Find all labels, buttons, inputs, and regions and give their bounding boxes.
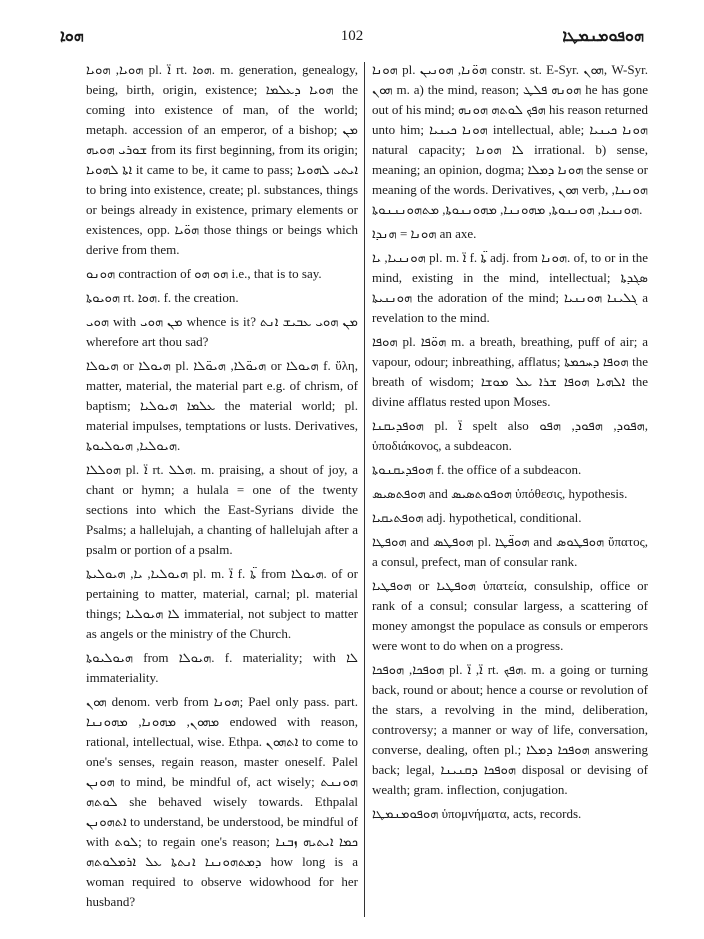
entry-hawyutha: ܗܘܝܘܬܐ rt. ܗܘܐ. f. the creation. (86, 290, 239, 305)
entry-hypothesis: ܗܘܦܬܣܝܣ and ܗܘܦܘܬܣܝܣ ὑπόθεσις, hypothesis. (372, 486, 628, 501)
page-number: 102 (340, 28, 364, 44)
entry-hupaka: ܗܘܦܟܐ, ܗܘܦܟܐ pl. ܐ̈, ܐ̈ rt. ܗܦܟ. m. a going or turning back, round or about; hence a course or revolution of the stars, a revolving in the mind, deliberation, controversy; a manner or way of life, conversation, converse, dealing, often pl.; ܗܘܦܟܐ ܕܡܠܐ answering back; legal, ܗܘܦܟܐ ܕܩܢܝܢܐ disposal or devising of wealth; gram. inflection, conjugation. (372, 662, 649, 797)
entry-hyulaya: ܗܝܘܠܝܐ, ܝܐ, ܗܝܘܠܝܬܐ pl. m. ܐ̈ f. ܬ̈ܐ from ܗܝܘܠܐ. of or pertaining to matter, material, carnal; pl. material things; ܠܐ ܗܝܘܠܝܐ immaterial, not subject to matter as angels or the ministry of the Church. (86, 566, 358, 641)
right-column (372, 60, 648, 828)
entry-hyula: ܗܝܘܠܐ or ܗܝܘܠܐ pl. ܗܝܘ̈ܠܐ, ܗܝܘ̈ܠܐ or ܗܝܘܠܐ f. ὕλη, matter, material, the material part e.g. of chrism, of baptism; ܥܠܡܐ ܗܝܘܠܝܐ the material world; pl. material impulses, temptations or lusts. Derivatives, ܗܝܘܠܝܐ, ܗܝܘܠܝܘܬܐ. (86, 358, 358, 453)
entry-hypatos: ܗܘܦܛܐ and ܗܘܦܛܣ pl. ܗܘܦ̈ܛܐ and ܗܘܦܛܘܣ ὕπατος, a consul, prefect, man of consular rank. (372, 534, 648, 569)
page-header (60, 26, 644, 50)
left-column (86, 60, 358, 916)
entry-hypomnemata: ܗܘܦܘܡܢܡܛܐ ὑπομνήματα, acts, records. (372, 806, 582, 821)
column-divider (364, 62, 365, 917)
entry-hawna: ܗܘܢܐ pl. ܗܘ̈ܢܐ, ܗܘܢܝܢ constr. st. E-Syr. ܗܘܢ, W-Syr. ܗܘܢ m. a) the mind, reason; ܗܘܢܗ ܦܠܛ he has gone out of his mind; ܗܦܟ ܠܘܬܗ ܗܘܢܗ his reason returned unto him; ܗܘܢܐ ܟܝܢܝܐ intellectual, able; ܗܘܢܐ ܟܝܢܝܐ natural capacity; ܠܐ ܗܘܢܐ irrational. b) sense, meaning; an opinion, dogma; ܗܘܢܐ ܕܡܠܐ the sense or meaning of the words. Derivatives, ܗܘܢ verb, ܗܘܢܢܐ, ܗܘܢܢܝܐ, ܗܘܢܢܘܬܐ, ܡܗܘܢܢܐ, ܡܗܘܢܢܘܬܐ, ܡܬܗܘܢܢܢܘܬܐ. (372, 62, 648, 217)
entry-hawnanaya: ܗܘܢܢܝܐ, ܝܐ pl. m. ܐ̈ f. ܬ̈ܐ adj. from ܗܘܢܐ. of, to or in the mind, existing in the mind, intellectual; ܣܓܕܬܐ ܗܘܢܢܝܬܐ the adoration of the mind; ܓܠܝܢܐ ܗܘܢܢܝܐ a revelation to the mind. (372, 250, 648, 325)
entry-hypodiakonos: ܗܘܦܕܝܩܢܐ pl. ܐ̈ spelt also ܗܦܘܕ, ܗܦܘܕ, ܗܦܘ, ὑποδιάκονος, a subdeacon. (372, 418, 648, 453)
entry-hawnu: ܗܘܢܘ contraction of ܗܘ ܗܘ i.e., that is to say. (86, 266, 322, 281)
entry-subdeaconship: ܗܘܦܕܝܩܢܘܬܐ f. the office of a subdeacon. (372, 462, 582, 477)
entry-haw: ܗܘܝ with ܡܢ ܗܘܝ whence is it? ܡܢ ܗܘܝ ܥܒܝܫ ܐܢܬ wherefore art thou sad? (86, 314, 358, 349)
entry-axe: ܗܘܢܐ = ܗܢܕܐ an axe. (372, 226, 477, 241)
entry-hulala: ܗܘܠܠܐ pl. ܐ̈ rt. ܗܠܠ. m. praising, a shout of joy, a chant or hymn; a hulala = one of the twenty sections into which the East-Syrians divide the Psalms; a hallelujah, a chanting of hallelujah after a psalm or portion of a psalm. (86, 462, 358, 557)
entry-hupa: ܗܘܦܐ pl. ܗܘ̈ܦܐ m. a breath, breathing, puff of air; a vapour, odour; inbreathing, afflatus; ܗܘܦܐ ܕܚܟܡܬܐ the breath of wisdom; ܐܠܗܝܐ ܗܘܦܐ ܫܪܐ ܥܠ ܡܘܫܐ the divine afflatus rested upon Moses. (372, 334, 648, 409)
entry-hyulayutha: ܗܝܘܠܝܘܬܐ from ܗܝܘܠܐ. f. materiality; with ܠܐ immateriality. (86, 650, 358, 685)
entry-hawn-verb: ܗܘܢ denom. verb from ܗܘܢܐ; Pael only pass. part. ܡܗܘܢ, ܡܗܘܢܐ, ܡܗܘܢܢܐ endowed with reason, rational, intellectual, wise. Ethpa. ܐܬܗܘܢ to come to one's senses, regain reason, master oneself. Palel ܗܘܢܢ to mind, be mindful of, act wisely; ܗܘܢܢܬ ܠܘܬܗ she behaved wisely towards. Ethpalal ܐܬܗܘܢܢ to understand, be understood, be mindful of with ܠܘܬ; to regain one's reason; ܟܡܐ ܐܝܬܝܗ ܙܒܢܐ ܕܡܬܗܘܢܢܐ ܐܢܬܬܐ ܥܠ ܐܪܡܠܘܬܗ how long is a woman required to observe widowhood for her husband? (86, 694, 358, 909)
entry-hawya: ܗܘܝܐ, ܗܘܝܐ pl. ܐ̈ rt. ܗܘܐ. m. generation, genealogy, being, birth, origin, existence; ܗܘܝܐ ܕܥܠܡܐ the coming into existence of man, of the world; metaph. accession of an emperor, of a bishop; ܡܢ ܫܘܪܝ ܗܘܝܗ from its first beginning, from its origin; ܐܬܐ ܠܗܘܝܐ it came to be, it came to pass; ܐܝܬܝ ܠܗܘܝܐ to bring into existence, create; pl. substances, things or beings already in existence, primary elements or existences, opp. ܗܘ̈ܝܐ those things or beings which derive from them. (86, 62, 359, 257)
entry-hypothetical: ܗܘܦܬܝܩܝܐ adj. hypothetical, conditional. (372, 510, 582, 525)
entry-hypateia: ܗܘܦܛܝܐ or ܗܘܦܛܝܐ ὑπατεία, consulship, office or rank of a consul; consular largess, a scattering of money amongst the populace as consuls or emperors were wont to do when on a progress. (372, 578, 648, 653)
right-running-headword: ܗܘܦܘܡܢܡܛܐ (562, 26, 644, 45)
left-running-headword: ܗܘܐ (60, 26, 84, 45)
